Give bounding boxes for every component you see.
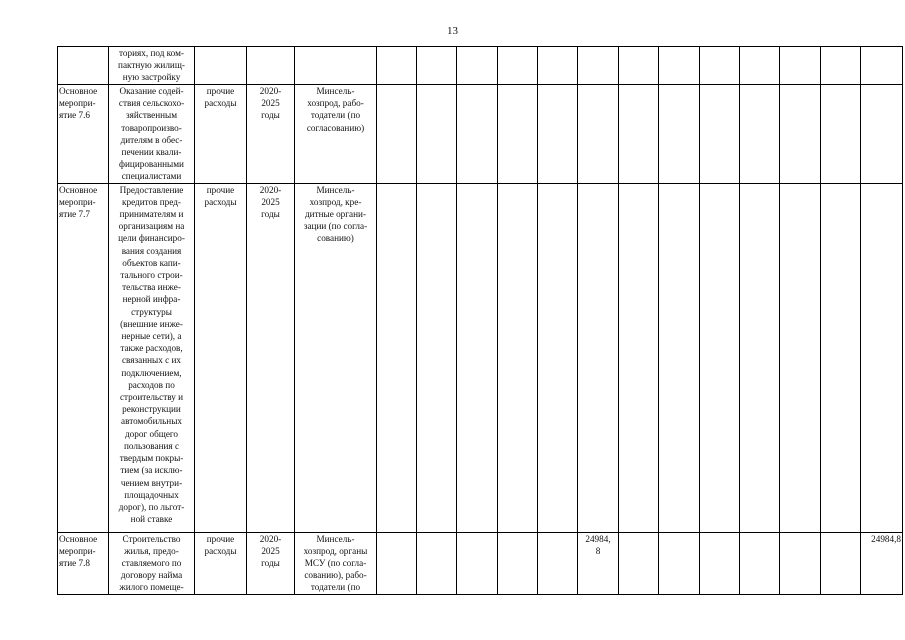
activity-description-cell: ториях, под ком- пактную жилищ- ную застройку	[109, 47, 195, 85]
value-cell	[538, 85, 578, 184]
executor-cell: Минсель- хозпрод, рабо- тодатели (по согласованию)	[295, 85, 377, 184]
value-cell	[498, 183, 538, 532]
value-cell	[700, 532, 740, 594]
activity-name-cell: Основное меропри- ятие 7.8	[58, 532, 109, 594]
value-cell	[740, 85, 780, 184]
value-cell: 24984, 8	[578, 532, 619, 594]
activity-name-cell	[58, 47, 109, 85]
value-cell	[538, 183, 578, 532]
period-cell	[247, 47, 295, 85]
program-activities-table	[57, 46, 903, 595]
value-cell	[417, 532, 457, 594]
value-cell	[821, 183, 861, 532]
executor-cell: Минсель- хозпрод, кре- дитные органи- зации (по согла- сованию)	[295, 183, 377, 532]
value-cell	[417, 183, 457, 532]
table-row-activity-7-6	[58, 85, 903, 184]
activity-name-cell: Основное меропри- ятие 7.7	[58, 183, 109, 532]
value-cell	[740, 183, 780, 532]
funding-source-cell: прочие расходы	[195, 183, 247, 532]
value-total-cell	[861, 183, 903, 532]
page-number: 13	[447, 25, 458, 37]
value-cell	[780, 532, 821, 594]
value-cell	[700, 85, 740, 184]
activity-description-cell: Предоставление кредитов пред- принимателям и организациям на цели финансиро- вания создания объектов капи- тального строи- тельства инже- нерной инфра- структуры (внешние инже- нерные сети), а также расходов, связанных с их подключением, расходов по строительству и реконструкции автомобильных дорог общего пользования с твердым покры- тием (за исклю- чением внутри- площадочных дорог), по льгот- ной ставке	[109, 183, 195, 532]
value-cell	[457, 47, 498, 85]
activity-description-cell: Строительство жилья, предо- ставляемого по договору найма жилого помеще-	[109, 532, 195, 594]
value-total-cell	[861, 85, 903, 184]
value-cell	[780, 85, 821, 184]
value-cell	[619, 183, 659, 532]
table-row-continuation	[58, 47, 903, 85]
value-cell	[659, 47, 700, 85]
value-cell	[780, 47, 821, 85]
table-row-activity-7-8	[58, 532, 903, 594]
period-cell: 2020- 2025 годы	[247, 183, 295, 532]
value-cell	[377, 47, 417, 85]
value-cell	[498, 532, 538, 594]
value-cell	[498, 47, 538, 85]
value-cell	[659, 183, 700, 532]
value-cell	[498, 85, 538, 184]
value-cell	[377, 183, 417, 532]
activity-name-cell: Основное меропри- ятие 7.6	[58, 85, 109, 184]
value-total-cell	[861, 47, 903, 85]
value-cell	[417, 85, 457, 184]
value-cell	[538, 532, 578, 594]
funding-source-cell	[195, 47, 247, 85]
value-cell	[821, 85, 861, 184]
value-cell	[700, 183, 740, 532]
value-cell	[377, 85, 417, 184]
value-cell	[457, 183, 498, 532]
value-cell	[619, 532, 659, 594]
value-cell	[578, 183, 619, 532]
value-cell	[417, 47, 457, 85]
executor-cell: Минсель- хозпрод, органы МСУ (по согла- сованию), рабо- тодатели (по	[295, 532, 377, 594]
value-cell	[659, 85, 700, 184]
activity-description-cell: Оказание содей- ствия сельскохо- зяйственным товаропроизво- дителям в обес- печении квали- фицированными специалистами	[109, 85, 195, 184]
value-cell	[457, 85, 498, 184]
value-cell	[377, 532, 417, 594]
executor-cell	[295, 47, 377, 85]
value-cell	[619, 47, 659, 85]
value-cell	[619, 85, 659, 184]
period-cell: 2020- 2025 годы	[247, 85, 295, 184]
table-row-activity-7-7	[58, 183, 903, 532]
value-cell	[700, 47, 740, 85]
value-cell	[538, 47, 578, 85]
value-cell	[740, 47, 780, 85]
value-cell	[578, 85, 619, 184]
value-cell	[578, 47, 619, 85]
value-total-cell: 24984,8	[861, 532, 903, 594]
funding-source-cell: прочие расходы	[195, 532, 247, 594]
value-cell	[740, 532, 780, 594]
period-cell: 2020- 2025 годы	[247, 532, 295, 594]
value-cell	[780, 183, 821, 532]
value-cell	[457, 532, 498, 594]
value-cell	[821, 532, 861, 594]
funding-source-cell: прочие расходы	[195, 85, 247, 184]
value-cell	[821, 47, 861, 85]
value-cell	[659, 532, 700, 594]
